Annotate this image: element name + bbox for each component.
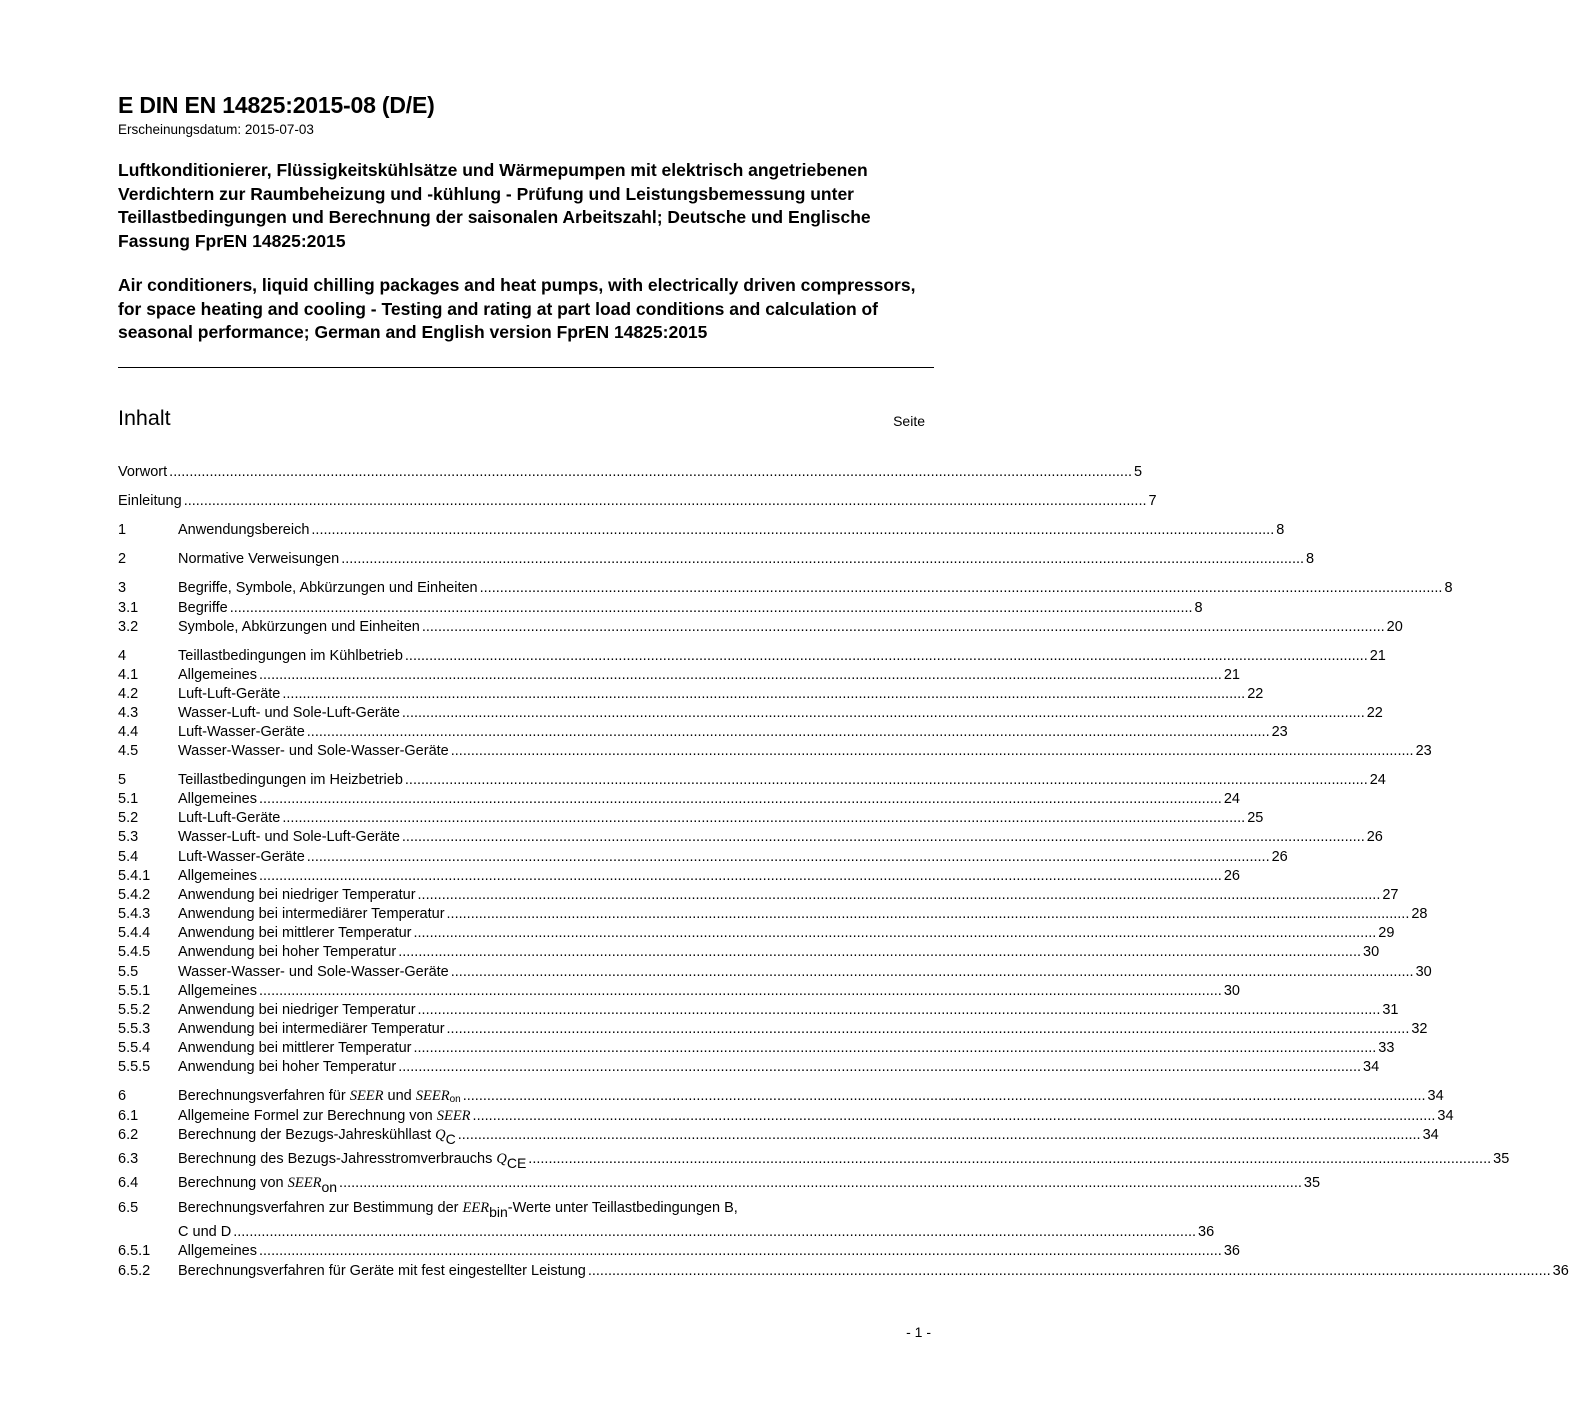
toc-entry-label: Anwendung bei niedriger Temperatur: [178, 1002, 416, 1018]
leader-dots: ...............................................................................................................................................................................................................................................: [259, 983, 1222, 999]
toc-entry-5-2[interactable]: [118, 809, 1264, 828]
toc-entry-4-1[interactable]: [118, 666, 1240, 685]
toc-entry-number: 2: [118, 551, 127, 567]
toc-entry-page: 21: [1369, 648, 1386, 664]
toc-entry-label: Berechnung der Bezugs-Jahreskühllast QC: [178, 1127, 456, 1147]
toc-entry-page: 25: [1247, 810, 1264, 826]
toc-entry-page: 22: [1366, 705, 1383, 721]
leader-dots: ...............................................................................................................................................................................................................................................: [421, 619, 1385, 635]
page-number: - 1 -: [906, 1324, 931, 1340]
toc-entry-6-3[interactable]: [118, 1150, 1510, 1171]
title-divider: [118, 367, 934, 368]
toc-entry-5-5-3[interactable]: [118, 1020, 1428, 1039]
leader-dots: ...............................................................................................................................................................................................................................................: [472, 1108, 1436, 1124]
toc-entry-page: 23: [1415, 743, 1432, 759]
toc-entry-3-1[interactable]: [118, 599, 1203, 618]
toc-entry-5-5-5[interactable]: [118, 1058, 1380, 1077]
leader-dots: ...............................................................................................................................................................................................................................................: [306, 849, 1270, 865]
toc-entry-number: 3: [118, 580, 127, 596]
toc-entry-label: Vorwort: [118, 464, 168, 480]
leader-dots: ...............................................................................................................................................................................................................................................: [401, 705, 1365, 721]
toc-entry-4-2[interactable]: [118, 685, 1264, 704]
leader-dots: ...............................................................................................................................................................................................................................................: [306, 724, 1270, 740]
toc-entry-number: 6.3: [118, 1151, 139, 1167]
toc-entry-number: 5.2: [118, 810, 139, 826]
toc-entry-label: Anwendung bei hoher Temperatur: [178, 1059, 397, 1075]
toc-entry-5-4-1[interactable]: [118, 867, 1240, 886]
toc-entry-page: 28: [1411, 906, 1428, 922]
toc-entry-6-2[interactable]: [118, 1126, 1439, 1147]
toc-entry-number: 5: [118, 772, 127, 788]
toc-entry-page: 30: [1415, 964, 1432, 980]
toc-entry-page: 20: [1386, 619, 1403, 635]
toc-entry-number: 6.2: [118, 1127, 139, 1143]
toc-entry-page: 34: [1437, 1108, 1454, 1124]
toc-entry-page: 32: [1411, 1021, 1428, 1037]
toc-entry-label: Berechnung des Bezugs-Jahresstromverbrauchs QCE: [178, 1151, 527, 1171]
toc-entry-page: 8: [1194, 600, 1203, 616]
leader-dots: ...............................................................................................................................................................................................................................................: [233, 1224, 1197, 1240]
title-german: Luftkonditionierer, Flüssigkeitskühlsätze und Wärmepumpen mit elektrisch angetriebenen Verdichtern zur Raumbeheizung und -kühlung - Prüfung und Leistungsbemessung unter Teillastbedingungen und Berechnung der saisonalen Arbeitszahl; Deutsche und Englische Fassung FprEN 14825:2015: [118, 160, 871, 251]
toc-entry-number: 5.5.1: [118, 983, 151, 999]
toc-entry-label: Teillastbedingungen im Heizbetrieb: [178, 772, 403, 788]
toc-entry-5-1[interactable]: [118, 790, 1240, 809]
seer-on-symbol: SEER: [415, 1088, 450, 1104]
leader-dots: ...............................................................................................................................................................................................................................................: [528, 1151, 1492, 1167]
toc-entry-page: 24: [1369, 772, 1386, 788]
toc-entry-page: 8: [1276, 522, 1285, 538]
toc-entry-page: 26: [1366, 829, 1383, 845]
toc-entry-6-1[interactable]: [118, 1107, 1454, 1126]
toc-entry-5-5[interactable]: [118, 963, 1432, 982]
toc-entry-page: 35: [1303, 1175, 1321, 1191]
toc-entry-3[interactable]: [118, 579, 1453, 598]
toc-entry-page: 36: [1552, 1263, 1569, 1279]
toc-entry-label: Berechnungsverfahren zur Bestimmung der EERbin-Werte unter Teillastbedingungen B,: [178, 1200, 738, 1220]
title-english: Air conditioners, liquid chilling packages and heat pumps, with electrically driven compressors, for space heating and cooling - Testing and rating at part load conditions and calculation of seasonal performance; German and English version FprEN 14825:2015: [118, 275, 916, 342]
leader-dots: ...............................................................................................................................................................................................................................................: [398, 944, 1362, 960]
toc-entry-number: 3.1: [118, 600, 139, 616]
toc-entry-label: Berechnungsverfahren für SEER und $SEER_{on}$: [178, 1088, 461, 1105]
leader-dots: ...............................................................................................................................................................................................................................................: [479, 580, 1443, 596]
toc-heading: Inhalt: [118, 406, 171, 430]
leader-dots: ...............................................................................................................................................................................................................................................: [404, 648, 1368, 664]
toc-entry-vorwort[interactable]: [118, 463, 1143, 482]
toc-entry-page: 34: [1363, 1059, 1380, 1075]
toc-entry-label: Luft-Wasser-Geräte: [178, 849, 305, 865]
toc-entry-5-4[interactable]: [118, 848, 1288, 867]
toc-entry-6[interactable]: [118, 1087, 1444, 1106]
leader-dots: ...............................................................................................................................................................................................................................................: [401, 829, 1365, 845]
toc-entry-page: 34: [1422, 1127, 1439, 1143]
toc-entry-page: 31: [1382, 1002, 1399, 1018]
toc-entry-number: 5.5.3: [118, 1021, 151, 1037]
toc-entry-label: Anwendungsbereich: [178, 522, 310, 538]
toc-entry-label: Allgemeines: [178, 791, 257, 807]
toc-entry-5-5-2[interactable]: [118, 1001, 1399, 1020]
leader-dots: ...............................................................................................................................................................................................................................................: [259, 667, 1222, 683]
toc-entry-number: 6.5: [118, 1200, 139, 1216]
toc-entry-label: Allgemeines: [178, 983, 257, 999]
publication-date: Erscheinungsdatum: 2015-07-03: [118, 122, 314, 137]
leader-dots: ...............................................................................................................................................................................................................................................: [446, 906, 1410, 922]
toc-entry-label: Begriffe: [178, 600, 228, 616]
toc-entry-number: 6.5.1: [118, 1243, 151, 1259]
toc-entry-page: 27: [1382, 887, 1399, 903]
leader-dots: ...............................................................................................................................................................................................................................................: [446, 1021, 1410, 1037]
toc-entry-label: Wasser-Wasser- und Sole-Wasser-Geräte: [178, 743, 449, 759]
toc-entry-page: 24: [1223, 791, 1240, 807]
toc-entry-label: Anwendung bei mittlerer Temperatur: [178, 1040, 412, 1056]
toc-entry-page: 36: [1198, 1224, 1215, 1240]
seer-symbol: SEER: [349, 1088, 384, 1104]
toc-entry-label: Wasser-Luft- und Sole-Luft-Geräte: [178, 705, 400, 721]
toc-entry-5[interactable]: [118, 771, 1386, 790]
seer-on-symbol: SEER: [287, 1175, 322, 1191]
leader-dots: ...............................................................................................................................................................................................................................................: [413, 925, 1377, 941]
toc-entry-5-3[interactable]: [118, 828, 1383, 847]
toc-entry-number: 5.4.3: [118, 906, 151, 922]
leader-dots: ...............................................................................................................................................................................................................................................: [587, 1263, 1551, 1279]
toc-entry-number: 5.3: [118, 829, 139, 845]
toc-entry-6-5[interactable]: [118, 1196, 1215, 1244]
toc-entry-5-4-3[interactable]: [118, 905, 1428, 924]
toc-entry-4-4[interactable]: [118, 723, 1288, 742]
toc-entry-number: 4: [118, 648, 127, 664]
toc-entry-einleitung[interactable]: [118, 492, 1157, 511]
toc-entry-5-4-2[interactable]: [118, 886, 1399, 905]
toc-entry-label: Anwendung bei hoher Temperatur: [178, 944, 397, 960]
toc-entry-label: Symbole, Abkürzungen und Einheiten: [178, 619, 420, 635]
toc-entry-number: 5.5.4: [118, 1040, 151, 1056]
toc-entry-page: 7: [1148, 493, 1157, 509]
document-title: E DIN EN 14825:2015-08 (D/E): [118, 92, 435, 118]
toc-entry-number: 5.4.4: [118, 925, 151, 941]
toc-entry-label-continued: C und D: [178, 1224, 232, 1240]
leader-dots: ...............................................................................................................................................................................................................................................: [311, 522, 1275, 538]
leader-dots: ...............................................................................................................................................................................................................................................: [417, 1002, 1381, 1018]
leader-dots: ...............................................................................................................................................................................................................................................: [457, 1127, 1421, 1143]
toc-entry-2[interactable]: [118, 550, 1315, 569]
toc-entry-label: Einleitung: [118, 493, 182, 509]
toc-entry-number: 5.5: [118, 964, 139, 980]
toc-entry-number: 4.4: [118, 724, 139, 740]
toc-entry-label: Normative Verweisungen: [178, 551, 340, 567]
toc-entry-label: Allgemeine Formel zur Berechnung von SEER: [178, 1108, 471, 1124]
toc-entry-number: 5.4: [118, 849, 139, 865]
leader-dots: ...............................................................................................................................................................................................................................................: [404, 772, 1368, 788]
eer-bin-symbol: EER: [462, 1200, 490, 1216]
toc-entry-number: 4.1: [118, 667, 139, 683]
seer-symbol: SEER: [436, 1108, 471, 1124]
leader-dots: ...............................................................................................................................................................................................................................................: [339, 1175, 1302, 1191]
toc-entry-label: Luft-Luft-Geräte: [178, 810, 281, 826]
toc-entry-label: Allgemeines: [178, 667, 257, 683]
toc-entry-label: Wasser-Luft- und Sole-Luft-Geräte: [178, 829, 400, 845]
leader-dots: ...............................................................................................................................................................................................................................................: [462, 1088, 1426, 1104]
toc-entry-label: Allgemeines: [178, 1243, 257, 1259]
leader-dots: ...............................................................................................................................................................................................................................................: [169, 464, 1132, 480]
toc-entry-number: 5.4.5: [118, 944, 151, 960]
leader-dots: ...............................................................................................................................................................................................................................................: [398, 1059, 1362, 1075]
toc-entry-number: 6.1: [118, 1108, 139, 1124]
toc-entry-4[interactable]: [118, 647, 1386, 666]
toc-entry-3-2[interactable]: [118, 618, 1403, 637]
leader-dots: ...............................................................................................................................................................................................................................................: [282, 686, 1246, 702]
toc-entry-page: 26: [1271, 849, 1288, 865]
toc-entry-number: 4.5: [118, 743, 139, 759]
toc-entry-number: 5.5.2: [118, 1002, 151, 1018]
toc-entry-page: 23: [1271, 724, 1288, 740]
toc-entry-page: 8: [1444, 580, 1453, 596]
toc-entry-label: Luft-Luft-Geräte: [178, 686, 281, 702]
toc-entry-5-5-4[interactable]: [118, 1039, 1395, 1058]
leader-dots: ...............................................................................................................................................................................................................................................: [229, 600, 1193, 616]
qc-symbol: Q: [435, 1127, 446, 1143]
toc-entry-number: 1: [118, 522, 127, 538]
leader-dots: ...............................................................................................................................................................................................................................................: [282, 810, 1246, 826]
toc-entry-label: Anwendung bei niedriger Temperatur: [178, 887, 416, 903]
toc-entry-4-3[interactable]: [118, 704, 1383, 723]
toc-entry-label: Allgemeines: [178, 868, 257, 884]
toc-entry-label: Teillastbedingungen im Kühlbetrieb: [178, 648, 403, 664]
toc-entry-label: Begriffe, Symbole, Abkürzungen und Einheiten: [178, 580, 478, 596]
leader-dots: ...............................................................................................................................................................................................................................................: [450, 743, 1414, 759]
toc-entry-number: 3.2: [118, 619, 139, 635]
toc-entry-page: 22: [1247, 686, 1264, 702]
toc-entry-6-5-2[interactable]: [118, 1262, 1569, 1281]
toc-entry-number: 5.5.5: [118, 1059, 151, 1075]
toc-entry-page: 30: [1223, 983, 1240, 999]
leader-dots: ...............................................................................................................................................................................................................................................: [413, 1040, 1377, 1056]
toc-entry-number: 5.4.2: [118, 887, 151, 903]
toc-entry-page: 29: [1378, 925, 1395, 941]
toc-entry-page: 21: [1223, 667, 1240, 683]
toc-entry-5-4-5[interactable]: [118, 943, 1380, 962]
toc-entry-page: 34: [1427, 1088, 1444, 1104]
toc-entry-number: 4.2: [118, 686, 139, 702]
toc-entry-6-4[interactable]: [118, 1174, 1321, 1195]
toc-entry-label: Anwendung bei intermediärer Temperatur: [178, 906, 445, 922]
toc-entry-page: 8: [1306, 551, 1315, 567]
toc-entry-page: 35: [1493, 1151, 1510, 1167]
leader-dots: ...............................................................................................................................................................................................................................................: [450, 964, 1414, 980]
qce-symbol: Q: [496, 1151, 507, 1167]
leader-dots: ...............................................................................................................................................................................................................................................: [183, 493, 1147, 509]
toc-entry-label: Anwendung bei mittlerer Temperatur: [178, 925, 412, 941]
leader-dots: ...............................................................................................................................................................................................................................................: [417, 887, 1381, 903]
toc-entry-number: 6.4: [118, 1175, 139, 1191]
toc-entry-page: 5: [1134, 464, 1143, 480]
leader-dots: ...............................................................................................................................................................................................................................................: [341, 551, 1305, 567]
toc-entry-label: Berechnung von SEERon: [178, 1175, 338, 1195]
leader-dots: ...............................................................................................................................................................................................................................................: [259, 791, 1222, 807]
toc-entry-page: 36: [1223, 1243, 1240, 1259]
toc-entry-label: Luft-Wasser-Geräte: [178, 724, 305, 740]
toc-entry-page: 26: [1223, 868, 1240, 884]
toc-entry-label: Berechnungsverfahren für Geräte mit fest eingestellter Leistung: [178, 1263, 586, 1279]
toc-entry-number: 5.1: [118, 791, 139, 807]
leader-dots: ...............................................................................................................................................................................................................................................: [259, 1243, 1222, 1259]
toc-entry-number: 6.5.2: [118, 1263, 151, 1279]
toc-entry-page: 30: [1363, 944, 1380, 960]
page-column-label: Seite: [893, 413, 925, 429]
toc-entry-1[interactable]: [118, 521, 1285, 540]
toc-entry-5-4-4[interactable]: [118, 924, 1395, 943]
toc-entry-label: Wasser-Wasser- und Sole-Wasser-Geräte: [178, 964, 449, 980]
toc-entry-5-5-1[interactable]: [118, 982, 1240, 1001]
toc-entry-label: Anwendung bei intermediärer Temperatur: [178, 1021, 445, 1037]
leader-dots: ...............................................................................................................................................................................................................................................: [259, 868, 1222, 884]
toc-entry-page: 33: [1378, 1040, 1395, 1056]
toc-entry-number: 5.4.1: [118, 868, 151, 884]
toc-entry-6-5-1[interactable]: [118, 1242, 1240, 1261]
toc-entry-number: 6: [118, 1088, 127, 1104]
toc-entry-4-5[interactable]: [118, 742, 1432, 761]
toc-entry-number: 4.3: [118, 705, 139, 721]
